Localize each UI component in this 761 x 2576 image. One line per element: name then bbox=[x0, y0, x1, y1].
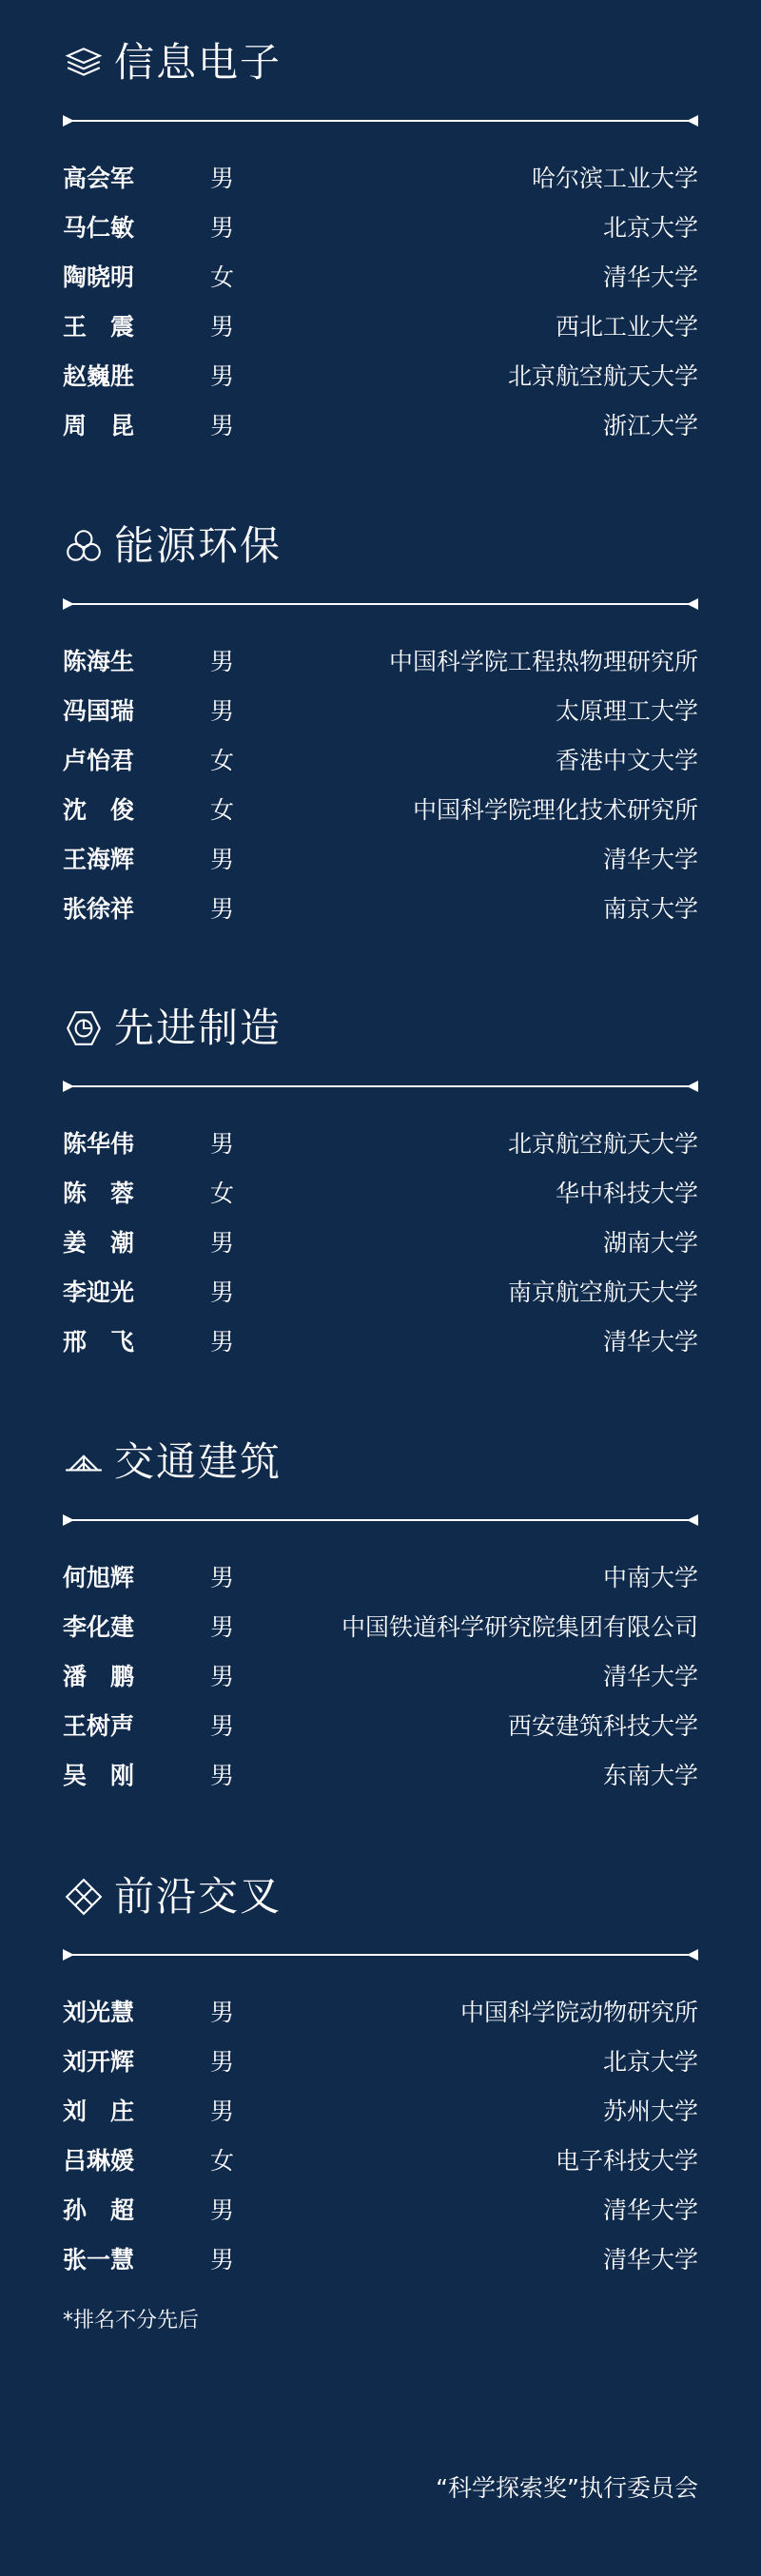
member-name: 吴 刚 bbox=[63, 1762, 135, 1789]
member-name: 高会军 bbox=[63, 165, 135, 192]
member-row bbox=[63, 736, 698, 786]
member-row bbox=[63, 1120, 698, 1169]
committee-signature: “科学探索奖”执行委员会 bbox=[436, 2474, 698, 2502]
member-gender: 男 bbox=[210, 362, 235, 390]
member-name: 沈 俊 bbox=[63, 796, 135, 824]
member-organization: 中国铁道科学研究院集团有限公司 bbox=[341, 1613, 698, 1641]
member-row bbox=[63, 253, 698, 302]
member-organization: 中国科学院理化技术研究所 bbox=[412, 796, 698, 824]
member-organization: 清华大学 bbox=[602, 263, 698, 291]
member-name: 陈海生 bbox=[63, 648, 135, 675]
member-name: 马仁敏 bbox=[63, 214, 135, 242]
member-name: 陈 蓉 bbox=[63, 1180, 135, 1207]
member-row bbox=[63, 1652, 698, 1702]
member-name: 赵巍胜 bbox=[63, 362, 135, 390]
section-2 bbox=[63, 1002, 698, 1367]
member-organization: 南京大学 bbox=[602, 895, 698, 923]
member-name: 何旭辉 bbox=[63, 1564, 135, 1591]
member-organization: 北京航空航天大学 bbox=[507, 1130, 698, 1158]
member-row bbox=[63, 2137, 698, 2186]
section-header bbox=[63, 36, 698, 89]
member-name: 孙 超 bbox=[63, 2196, 135, 2224]
member-row bbox=[63, 1219, 698, 1268]
member-row bbox=[63, 786, 698, 835]
member-row bbox=[63, 1169, 698, 1219]
member-gender: 男 bbox=[210, 1762, 235, 1789]
member-organization: 太原理工大学 bbox=[555, 697, 698, 725]
bridge-icon bbox=[63, 1441, 105, 1483]
section-1 bbox=[63, 519, 698, 934]
member-name: 王树声 bbox=[63, 1712, 135, 1740]
ranking-note: *排名不分先后 bbox=[63, 2309, 200, 2332]
section-divider bbox=[63, 597, 698, 611]
member-gender: 男 bbox=[210, 846, 235, 873]
member-gender: 男 bbox=[210, 1712, 235, 1740]
member-row bbox=[63, 2038, 698, 2087]
member-gender: 男 bbox=[210, 895, 235, 923]
member-row bbox=[63, 885, 698, 934]
member-gender: 男 bbox=[210, 2098, 235, 2125]
member-gender: 女 bbox=[210, 796, 235, 824]
member-gender: 男 bbox=[210, 1999, 235, 2026]
member-row bbox=[63, 1317, 698, 1367]
member-organization: 西安建筑科技大学 bbox=[507, 1712, 698, 1740]
member-organization: 中南大学 bbox=[602, 1564, 698, 1591]
member-name: 冯国瑞 bbox=[63, 697, 135, 725]
member-gender: 男 bbox=[210, 697, 235, 725]
section-0 bbox=[63, 36, 698, 451]
member-list bbox=[63, 154, 698, 451]
member-organization: 浙江大学 bbox=[602, 412, 698, 439]
member-name: 邢 飞 bbox=[63, 1328, 135, 1356]
section-header bbox=[63, 1870, 698, 1923]
member-organization: 苏州大学 bbox=[602, 2098, 698, 2125]
section-header bbox=[63, 1002, 698, 1055]
member-row bbox=[63, 1553, 698, 1603]
member-gender: 男 bbox=[210, 1229, 235, 1257]
section-3 bbox=[63, 1435, 698, 1801]
member-name: 王 震 bbox=[63, 313, 135, 341]
member-name: 刘 庄 bbox=[63, 2098, 135, 2125]
hexagon-gear-icon bbox=[63, 1007, 105, 1049]
member-gender: 女 bbox=[210, 747, 235, 774]
member-gender: 女 bbox=[210, 2147, 235, 2175]
member-row bbox=[63, 2087, 698, 2137]
member-list bbox=[63, 1120, 698, 1367]
member-gender: 男 bbox=[210, 214, 235, 242]
section-title: 前沿交叉 bbox=[114, 1873, 283, 1920]
section-divider bbox=[63, 1948, 698, 1961]
three-circles-icon bbox=[63, 525, 105, 567]
member-name: 陶晓明 bbox=[63, 263, 135, 291]
section-header bbox=[63, 519, 698, 573]
member-row bbox=[63, 1268, 698, 1317]
member-organization: 北京大学 bbox=[602, 2048, 698, 2076]
layers-icon bbox=[63, 42, 105, 84]
member-organization: 华中科技大学 bbox=[555, 1180, 698, 1207]
member-name: 周 昆 bbox=[63, 412, 135, 439]
member-name: 潘 鹏 bbox=[63, 1663, 135, 1690]
member-organization: 湖南大学 bbox=[602, 1229, 698, 1257]
member-organization: 清华大学 bbox=[602, 846, 698, 873]
member-gender: 男 bbox=[210, 2196, 235, 2224]
member-name: 张一慧 bbox=[63, 2246, 135, 2274]
member-organization: 清华大学 bbox=[602, 2196, 698, 2224]
member-list bbox=[63, 1988, 698, 2285]
member-organization: 清华大学 bbox=[602, 2246, 698, 2274]
member-name: 卢怡君 bbox=[63, 747, 135, 774]
member-row bbox=[63, 687, 698, 736]
member-organization: 东南大学 bbox=[602, 1762, 698, 1789]
member-list bbox=[63, 1553, 698, 1801]
member-gender: 女 bbox=[210, 263, 235, 291]
member-row bbox=[63, 352, 698, 401]
member-organization: 南京航空航天大学 bbox=[507, 1278, 698, 1306]
member-gender: 男 bbox=[210, 412, 235, 439]
member-gender: 男 bbox=[210, 1663, 235, 1690]
member-row bbox=[63, 154, 698, 204]
member-gender: 男 bbox=[210, 1278, 235, 1306]
member-organization: 哈尔滨工业大学 bbox=[531, 165, 698, 192]
member-row bbox=[63, 1751, 698, 1801]
member-name: 张徐祥 bbox=[63, 895, 135, 923]
member-row bbox=[63, 2186, 698, 2235]
member-gender: 男 bbox=[210, 1613, 235, 1641]
member-name: 李化建 bbox=[63, 1613, 135, 1641]
member-row bbox=[63, 1702, 698, 1751]
member-gender: 男 bbox=[210, 2048, 235, 2076]
section-divider bbox=[63, 1080, 698, 1093]
member-row bbox=[63, 1988, 698, 2038]
section-header bbox=[63, 1435, 698, 1489]
member-gender: 男 bbox=[210, 313, 235, 341]
member-row bbox=[63, 835, 698, 885]
member-name: 姜 潮 bbox=[63, 1229, 135, 1257]
member-organization: 电子科技大学 bbox=[555, 2147, 698, 2175]
member-gender: 男 bbox=[210, 1564, 235, 1591]
member-organization: 西北工业大学 bbox=[555, 313, 698, 341]
member-gender: 男 bbox=[210, 1130, 235, 1158]
section-divider bbox=[63, 1513, 698, 1527]
member-organization: 北京航空航天大学 bbox=[507, 362, 698, 390]
member-organization: 中国科学院动物研究所 bbox=[459, 1999, 698, 2026]
member-organization: 北京大学 bbox=[602, 214, 698, 242]
member-name: 吕琳媛 bbox=[63, 2147, 135, 2175]
member-gender: 男 bbox=[210, 165, 235, 192]
section-4 bbox=[63, 1870, 698, 2285]
member-list bbox=[63, 637, 698, 934]
section-title: 先进制造 bbox=[114, 1005, 283, 1051]
member-row bbox=[63, 1603, 698, 1652]
member-row bbox=[63, 401, 698, 451]
member-row bbox=[63, 204, 698, 253]
member-gender: 男 bbox=[210, 2246, 235, 2274]
member-gender: 男 bbox=[210, 1328, 235, 1356]
member-organization: 香港中文大学 bbox=[555, 747, 698, 774]
member-name: 刘开辉 bbox=[63, 2048, 135, 2076]
member-row bbox=[63, 637, 698, 687]
member-name: 陈华伟 bbox=[63, 1130, 135, 1158]
section-divider bbox=[63, 114, 698, 127]
section-title: 能源环保 bbox=[114, 522, 283, 569]
member-name: 李迎光 bbox=[63, 1278, 135, 1306]
section-title: 信息电子 bbox=[114, 39, 283, 86]
member-row bbox=[63, 2235, 698, 2285]
diamond-cross-icon bbox=[63, 1876, 105, 1918]
member-gender: 女 bbox=[210, 1180, 235, 1207]
member-name: 刘光慧 bbox=[63, 1999, 135, 2026]
member-organization: 中国科学院工程热物理研究所 bbox=[388, 648, 698, 675]
member-row bbox=[63, 302, 698, 352]
member-name: 王海辉 bbox=[63, 846, 135, 873]
member-organization: 清华大学 bbox=[602, 1663, 698, 1690]
member-organization: 清华大学 bbox=[602, 1328, 698, 1356]
section-title: 交通建筑 bbox=[114, 1438, 283, 1485]
member-gender: 男 bbox=[210, 648, 235, 675]
